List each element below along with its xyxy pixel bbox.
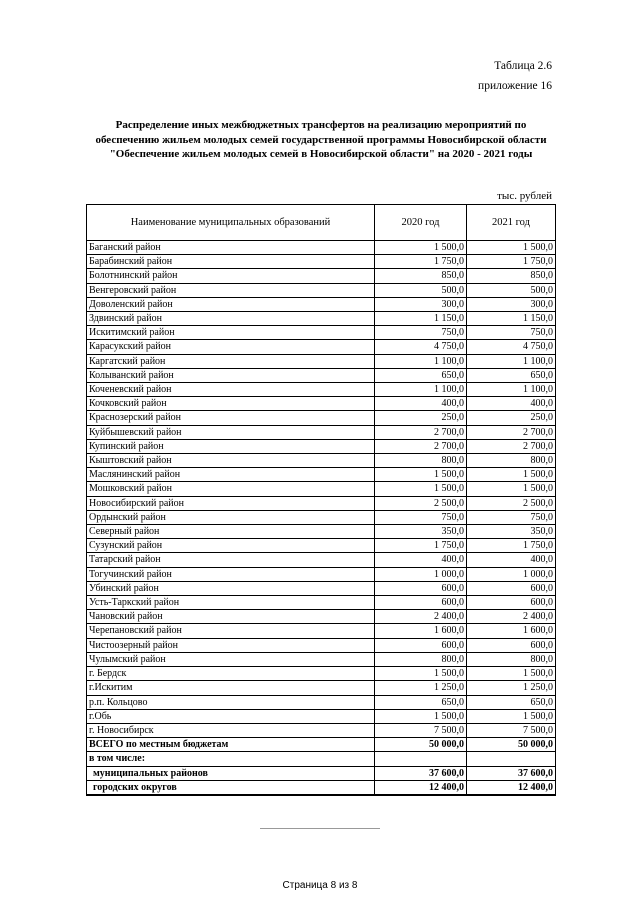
cell-2020: 1 150,0: [375, 312, 467, 326]
total-label: ВСЕГО по местным бюджетам: [87, 738, 375, 752]
table-row: [87, 312, 556, 326]
table-row: [87, 482, 556, 496]
table-row: [87, 652, 556, 666]
cell-2021: 850,0: [467, 269, 556, 283]
cell-municipality: Колыванский район: [87, 368, 375, 382]
cell-municipality: Коченевский район: [87, 383, 375, 397]
cell-2020: 500,0: [375, 283, 467, 297]
appendix-label: приложение 16: [478, 80, 552, 92]
table-row: [87, 468, 556, 482]
table-row: [87, 581, 556, 595]
cell-2020: 1 750,0: [375, 255, 467, 269]
column-header-2021: 2021 год: [467, 205, 556, 241]
cell-municipality: г. Бердск: [87, 667, 375, 681]
cell-2021: 2 500,0: [467, 496, 556, 510]
municipal-districts-2020: 37 600,0: [375, 766, 467, 780]
cell-2020: 1 500,0: [375, 241, 467, 255]
cell-2020: 2 400,0: [375, 610, 467, 624]
cell-2020: 800,0: [375, 652, 467, 666]
cell-2021: 750,0: [467, 326, 556, 340]
cell-2020: 1 100,0: [375, 383, 467, 397]
cell-2021: 1 250,0: [467, 681, 556, 695]
cell-municipality: Краснозерский район: [87, 411, 375, 425]
table-row: [87, 241, 556, 255]
including-row: [87, 752, 556, 766]
table-row: [87, 496, 556, 510]
table-row: [87, 454, 556, 468]
cell-municipality: р.п. Кольцово: [87, 695, 375, 709]
cell-2021: 1 000,0: [467, 567, 556, 581]
cell-2020: 2 700,0: [375, 439, 467, 453]
table-row: [87, 667, 556, 681]
table-row: [87, 283, 556, 297]
cell-2021: 2 400,0: [467, 610, 556, 624]
cell-2020: 250,0: [375, 411, 467, 425]
cell-2020: 800,0: [375, 454, 467, 468]
cell-municipality: Мошковский район: [87, 482, 375, 496]
table-header-row: [87, 205, 556, 241]
table-row: [87, 326, 556, 340]
cell-2020: 7 500,0: [375, 723, 467, 737]
table-row: [87, 525, 556, 539]
cell-2020: 600,0: [375, 596, 467, 610]
cell-2020: 850,0: [375, 269, 467, 283]
table-row: [87, 695, 556, 709]
cell-municipality: Сузунский район: [87, 539, 375, 553]
cell-2020: 750,0: [375, 510, 467, 524]
cell-2021: 1 750,0: [467, 539, 556, 553]
cell-municipality: Каргатский район: [87, 354, 375, 368]
urban-districts-2020: 12 400,0: [375, 780, 467, 795]
cell-2021: 250,0: [467, 411, 556, 425]
cell-2021: 1 500,0: [467, 482, 556, 496]
cell-municipality: Чистоозерный район: [87, 638, 375, 652]
cell-municipality: Тогучинский район: [87, 567, 375, 581]
table-row: [87, 269, 556, 283]
cell-2020: 2 500,0: [375, 496, 467, 510]
table-row: [87, 624, 556, 638]
cell-2021: 400,0: [467, 397, 556, 411]
table-row: [87, 383, 556, 397]
cell-2020: 400,0: [375, 553, 467, 567]
cell-2021: 2 700,0: [467, 425, 556, 439]
cell-2021: 1 600,0: [467, 624, 556, 638]
document-title: Распределение иных межбюджетных трансфертов на реализацию мероприятий по обеспечению жильем молодых семей государственной программы Новосибирской области "Обеспечение жильем молодых семей в Новосибирской области" на 2020 - 2021 годы: [95, 119, 547, 160]
urban-districts-row: [87, 780, 556, 795]
municipal-districts-label: муниципальных районов: [87, 766, 375, 780]
cell-2020: 1 500,0: [375, 482, 467, 496]
cell-2021: 1 500,0: [467, 667, 556, 681]
cell-2021: 300,0: [467, 297, 556, 311]
total-row: [87, 738, 556, 752]
cell-2021: 1 750,0: [467, 255, 556, 269]
cell-municipality: Чулымский район: [87, 652, 375, 666]
table-row: [87, 340, 556, 354]
table-row: [87, 255, 556, 269]
municipal-districts-2021: 37 600,0: [467, 766, 556, 780]
table-row: [87, 354, 556, 368]
cell-2020: 1 500,0: [375, 667, 467, 681]
cell-municipality: г. Новосибирск: [87, 723, 375, 737]
cell-2021: 600,0: [467, 596, 556, 610]
table-row: [87, 567, 556, 581]
table-row: [87, 539, 556, 553]
cell-municipality: Искитимский район: [87, 326, 375, 340]
cell-2021: 600,0: [467, 581, 556, 595]
table-row: [87, 425, 556, 439]
cell-municipality: Убинский район: [87, 581, 375, 595]
including-empty-2020: [375, 752, 467, 766]
cell-municipality: Чановский район: [87, 610, 375, 624]
cell-municipality: Черепановский район: [87, 624, 375, 638]
cell-municipality: Баганский район: [87, 241, 375, 255]
cell-2021: 1 500,0: [467, 468, 556, 482]
table-row: [87, 596, 556, 610]
table-row: [87, 610, 556, 624]
cell-2020: 400,0: [375, 397, 467, 411]
total-2020: 50 000,0: [375, 738, 467, 752]
cell-2020: 350,0: [375, 525, 467, 539]
cell-municipality: Кыштовский район: [87, 454, 375, 468]
table-number-label: Таблица 2.6: [494, 60, 552, 72]
municipal-districts-row: [87, 766, 556, 780]
cell-municipality: Кочковский район: [87, 397, 375, 411]
table-row: [87, 297, 556, 311]
column-header-2020: 2020 год: [375, 205, 467, 241]
including-label: в том числе:: [87, 752, 375, 766]
cell-2020: 1 500,0: [375, 709, 467, 723]
table-row: [87, 397, 556, 411]
cell-municipality: Венгеровский район: [87, 283, 375, 297]
cell-2020: 300,0: [375, 297, 467, 311]
cell-municipality: Северный район: [87, 525, 375, 539]
cell-2021: 650,0: [467, 695, 556, 709]
cell-2021: 7 500,0: [467, 723, 556, 737]
cell-municipality: Ордынский район: [87, 510, 375, 524]
cell-municipality: Болотнинский район: [87, 269, 375, 283]
cell-municipality: Здвинский район: [87, 312, 375, 326]
footer-divider: [260, 828, 380, 829]
cell-2021: 750,0: [467, 510, 556, 524]
cell-2020: 1 250,0: [375, 681, 467, 695]
table-row: [87, 368, 556, 382]
cell-2021: 4 750,0: [467, 340, 556, 354]
cell-municipality: Купинский район: [87, 439, 375, 453]
table-row: [87, 638, 556, 652]
cell-2020: 1 500,0: [375, 468, 467, 482]
table-row: [87, 510, 556, 524]
urban-districts-2021: 12 400,0: [467, 780, 556, 795]
cell-municipality: Новосибирский район: [87, 496, 375, 510]
cell-2021: 400,0: [467, 553, 556, 567]
cell-2020: 4 750,0: [375, 340, 467, 354]
table-row: [87, 723, 556, 737]
total-2021: 50 000,0: [467, 738, 556, 752]
cell-2020: 2 700,0: [375, 425, 467, 439]
table-row: [87, 411, 556, 425]
cell-municipality: г.Обь: [87, 709, 375, 723]
units-label: тыс. рублей: [497, 190, 552, 202]
cell-2020: 1 750,0: [375, 539, 467, 553]
cell-municipality: Маслянинский район: [87, 468, 375, 482]
cell-municipality: Карасукский район: [87, 340, 375, 354]
urban-districts-label: городских округов: [87, 780, 375, 795]
table-row: [87, 553, 556, 567]
cell-2021: 650,0: [467, 368, 556, 382]
cell-municipality: Доволенский район: [87, 297, 375, 311]
cell-2021: 800,0: [467, 652, 556, 666]
table-row: [87, 439, 556, 453]
cell-municipality: Татарский район: [87, 553, 375, 567]
including-empty-2021: [467, 752, 556, 766]
table-row: [87, 709, 556, 723]
cell-2021: 1 500,0: [467, 709, 556, 723]
cell-2021: 1 500,0: [467, 241, 556, 255]
cell-municipality: Куйбышевский район: [87, 425, 375, 439]
cell-2021: 350,0: [467, 525, 556, 539]
column-header-municipality: Наименование муниципальных образований: [87, 205, 375, 241]
cell-2020: 650,0: [375, 368, 467, 382]
cell-2020: 600,0: [375, 581, 467, 595]
transfers-table: [86, 204, 556, 796]
cell-2020: 600,0: [375, 638, 467, 652]
cell-2021: 800,0: [467, 454, 556, 468]
cell-2021: 1 150,0: [467, 312, 556, 326]
cell-municipality: Усть-Таркский район: [87, 596, 375, 610]
cell-2020: 1 100,0: [375, 354, 467, 368]
cell-2021: 600,0: [467, 638, 556, 652]
cell-2020: 750,0: [375, 326, 467, 340]
cell-2021: 500,0: [467, 283, 556, 297]
cell-2021: 2 700,0: [467, 439, 556, 453]
cell-2020: 1 000,0: [375, 567, 467, 581]
table-row: [87, 681, 556, 695]
cell-2021: 1 100,0: [467, 354, 556, 368]
cell-2020: 650,0: [375, 695, 467, 709]
cell-2020: 1 600,0: [375, 624, 467, 638]
page-number: Страница 8 из 8: [282, 880, 358, 891]
cell-municipality: г.Искитим: [87, 681, 375, 695]
cell-2021: 1 100,0: [467, 383, 556, 397]
cell-municipality: Барабинский район: [87, 255, 375, 269]
